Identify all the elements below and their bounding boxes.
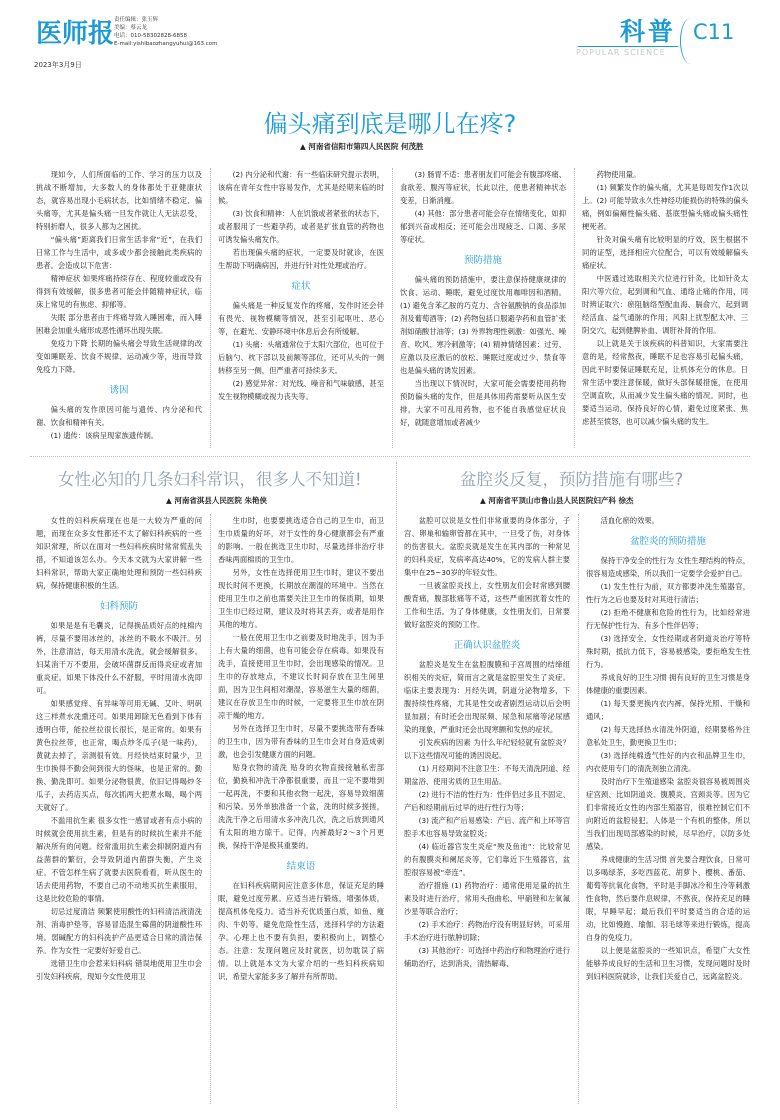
paragraph: 以上就是关于该疾病的科普知识，大家需要注意的是，经常熬夜，睡眠不足也容易引起偏头痛，因此平时要保证睡眠充足，让机体充分的休息。日常生活中要注意保暖，做好头部保暖措施，在使用空调直吹，从而减少发生偏头痛的情况。同时，也要适当运动，保持良好的心情，避免过度紧张、焦虑甚至愤怒，也可以减少偏头痛的发生。 [582, 339, 748, 426]
article2-column-1 [36, 514, 202, 1108]
paragraph: (1) 发生性行为前，双方都要冲洗生殖器官，性行为之后也要及时对其进行清洁； [586, 582, 750, 604]
subheading: 正确认识盆腔炎 [453, 640, 521, 651]
column-divider [574, 168, 575, 448]
article1-column-3 [400, 168, 566, 450]
column-divider [210, 168, 211, 448]
paragraph: (3) 饮食和精神：人在饥饿或者紧张的状态下，或者服用了一些避孕药，或者是扩张血管的药物也可诱发偏头痛发作。 [218, 209, 384, 244]
article3-byline: ▲ 河南省平顶山市鲁山县人民医院妇产科 徐杰 [480, 496, 634, 505]
paragraph: 一旦被盆腔炎找上，女性朋友们会时常感到腰酸背痛，腹部胀痛等不适，这些严重困扰着女性的工作和生活。为了身体健康，女性朋友们，日常要做好盆腔炎的预防工作。 [404, 581, 570, 629]
paragraph: 不滥用抗生素 很多女性一感冒或者有点小病的时候就会使用抗生素，但是有的时候抗生素并不能解决所有的问题。经常滥用抗生素会抑制阴道内有益菌群的繁衍，会导致阴道内菌群失衡，产生炎症。不管怎样生病了就要去医院看看，听从医生的话去使用药物，不要自己动不动地买抗生素服用，这是比较危险的事情。 [36, 816, 202, 903]
paragraph: 药物使用量。 [596, 170, 641, 179]
svg-text:医师报: 医师报 [36, 19, 115, 49]
paragraph: (3) 其他治疗：可选择中药治疗和物理治疗进行辅助治疗，达到消炎，清热解毒、 [404, 946, 570, 968]
paragraph: 若出现偏头痛的症状，一定要及时就诊，在医生帮助下明确病因，并进行针对性处理或治疗。 [218, 248, 384, 270]
paragraph: (2) 拒绝不健康和危险的性行为，比如经常进行无保护性行为、有多个性伴侣等； [586, 608, 750, 630]
paragraph: (1) 频繁发作的偏头痛，尤其是每周发作1次以上。(2) 可能导致永久性神经功能损伤的特殊的偏头痛，例如偏瘫性偏头痛、基底型偏头痛或偏头痛性梗死者。 [582, 183, 748, 231]
paragraph: 中医通过选取相关穴位进行针灸，比如针灸太阳穴等穴位，起到调和气血、通络止痛的作用，同时辨证取穴：瘀阻脑络型配血海、膈俞穴，起到调经活血、益气通脉的作用；风阳上扰型配太冲、三阴交穴，起到健脾补血、调肝补肾的作用。 [582, 274, 748, 335]
paragraph: 活血化瘀的效果。 [600, 516, 659, 525]
section-subtitle: POPULAR SCIENCE [576, 48, 666, 57]
paragraph: 一般在使用卫生巾之前要及时地洗手，因为手上有大量的细菌，也有可能会存在病毒。如果没有洗手，直接使用卫生巾时，会出现感染的情况。卫生巾的存放地点，不建议长时间存放在卫生间里面，因为卫生间相对潮湿，容易滋生大量的细菌，建议在存放卫生巾的时候，一定要将卫生巾放在阴凉干燥的地方。 [218, 633, 384, 720]
column-divider [392, 168, 393, 448]
masthead-logo [34, 10, 115, 52]
article2-title: 女性必知的几条妇科常识，很多人不知道! [58, 470, 362, 489]
paragraph: (2) 手术治疗：药物治疗没有明显好转，可采用手术治疗进行脓肿切除； [404, 920, 570, 942]
paragraph: 盆腔炎是发生在盆腔腹膜和子宫周围的结缔组织相关的炎症，简而言之就是盆腔里发生了炎症。临床主要表现为：月经失调，阴道分泌物增多，下腹持续性疼痛，尤其是性交或者剧烈运动以后会明显加剧；有时还会出现尿频、尿急和尿痛等泌尿感染的现象，严重时还会出现寒颤和发热的症状。 [404, 660, 570, 734]
logo-icon [34, 10, 115, 52]
article1-column-2 [218, 168, 384, 450]
paragraph: 以上便是盆腔炎的一些知识点，希望广大女性能够养成良好的生活和卫生习惯，发现问题时及时到妇科医院就诊，让我们关爱自己，远离盆腔炎。 [586, 946, 750, 981]
paragraph: 当出现以下情况时，大家可能会需要使用药物预防偏头痛的发作，但是具体用药需要听从医生安排，大家不可乱用药物，也不能自我感觉症状良好，就随意增加或者减少 [400, 379, 566, 427]
subheading: 预防措施 [463, 255, 502, 266]
paragraph: 偏头痛的预防措施中，要注意保持健康规律的饮食、运动、睡眠，避免过度饮用咖啡因和酒精。(1) 避免含苯乙胺的巧克力、含谷氨酸钠的食品添加剂及葡萄酒等；(2) 药物包括口服避孕药和血管扩张剂如硝酸甘油等；(3) 外界物理性刺激：如强光、噪音、吹风、寒冷刺激等；(4) 精神情绪因素：过劳、应激以及应激后的放松、睡眠过度或过少、禁食等也是偏头痛的诱发因素。 [400, 275, 566, 375]
paragraph: 及时治疗下生殖道感染 盆腔炎很容易被周围炎症宫颈、比如阴道炎、腹膜炎、宫颈炎等。因为它们非常接近女性的内部生殖器官，很难控制它们不向附近的盆腔侵犯。人体是一个有机的整体，所以当我们出现局部感染的时候，尽早治疗，以防多处感染。 [586, 777, 750, 851]
editor-info [114, 16, 217, 48]
paragraph: (1) 遗传：该病呈现家族遗传制。 [50, 431, 159, 440]
paragraph: (4) 临近器官发生炎症“殃及鱼池”：比较常见的有腹膜炎和阑尾炎等，它们靠近下生殖器官，盆腔很容易被“牵连”。 [404, 842, 570, 877]
subheading: 诱因 [109, 385, 129, 396]
paragraph: (1) 每天要更换内衣内裤，保持光照、干燥和通风； [586, 699, 750, 721]
issue-date: 2023年3月9日 [34, 61, 82, 69]
article-divider [30, 456, 750, 457]
subheading: 结束语 [286, 861, 316, 872]
article1-column-4 [582, 168, 748, 450]
paragraph: (2) 进行不洁的性行为：性伴侣过多且不固定、产后和经期前后过早的进行性行为等； [404, 790, 570, 812]
paragraph: 免疫力下降 长期的偏头痛会导致生活规律的改变如睡眠差、饮食不规律、运动减少等，进而导致免疫力下降。 [36, 339, 202, 374]
paragraph: 精神症状 如果疼痛持续存在、程度较重或没有得到有效缓解，很多患者可能会伴随精神症状，临床上常见的有焦虑、抑郁等。 [36, 274, 202, 309]
paragraph: 女性的妇科疾病现在也是一大较为严重的问题，而现在众多女性都还不太了解妇科疾病的一些知识常理，所以在面对一些妇科疾病时常常慌乱失措，不知道该怎么办。今天本文就为大家讲解一些妇科常识，帮助大家正确地处理和预防一些妇科疾病，保持健康积极的生活。 [36, 516, 202, 590]
paragraph: (3) 选择安全，女性经期或者阴道炎治疗等特殊时期，抵抗力低下，容易被感染，要拒绝发生性行为。 [586, 634, 750, 669]
paragraph: 如果是是有毛囊炎，记得换品质好点的纯棉内裤，尽量不要用冰丝的，冰丝的不吸水不吸汗。另外，注意清洁，每天用清水洗洗，就会缓解很多。妇某消干万不要用，会破坏菌群反而得炎症或者加重炎症。如果下体没什么不舒服，平时用清水洗即可。 [36, 621, 202, 695]
article1-byline: ▲ 河南省信阳市第四人民医院 何茂胜 [300, 142, 424, 151]
paragraph: 盆腔可以说是女性们非常重要的身体部分，子宫、卵巢和输卵管都在其中，一旦受了伤，对身体的伤害很大。盆腔炎就是发生在其内部的一种常见的妇科炎症，发病率高达40%，它的发病人群主要集中在25~30岁的年轻女性。 [404, 516, 570, 577]
editor-line: E-mail:yishibaozhangyuhui@163.com [114, 41, 218, 47]
paragraph: (2) 感觉异常：对光线、噪音和气味敏感，甚至发生视物模糊或视力丧失等。 [218, 379, 384, 401]
paragraph: 保持干净安全的性行为 女性生理结构的特点，很容易造成感染，所以我们一定要学会爱护自己。 [586, 556, 750, 578]
column-divider [210, 514, 211, 1104]
paragraph: (2) 每天选择热水清洗外阴道，经期要格外注意私处卫生，勤更换卫生巾； [586, 725, 750, 747]
paragraph: “偏头痛”距离我们日常生活非常“近”，在我们日常工作与生活中，或多或少都会接触此类疾病的患者。会造成以下危害： [36, 235, 202, 270]
paragraph: 在妇科疾病期间应注意多休息，保证充足的睡眠，避免过度劳累。应适当进行锻炼，增强体质，提高机体免疫力。适当补充优质蛋白质，如鱼、瘦肉、牛奶等。避免危险性生活，选择科学的方法避孕。心理上也不要有负担，要积极向上，调整心态。注意：发现问题应及时就医，切勿耽误了病情。以上就是本文为大家介绍的一些妇科疾病知识，希望大家能多多了解并有所帮助。 [218, 881, 384, 981]
page-number: C11 [693, 20, 735, 44]
paragraph: 针灸对偏头痛有比较明显的疗效，医生根据不同的证型，选择相应穴位配合，可以有效缓解偏头痛症状。 [582, 235, 748, 270]
paragraph: (3) 流产和产后易感染：产后、流产和上环等宫腔手术也容易导致盆腔炎； [404, 816, 570, 838]
subheading: 盆腔炎的预防措施 [629, 536, 706, 547]
article1-title: 偏头痛到底是哪儿在疼? [263, 110, 517, 138]
paragraph: 治疗措施 (1) 药物治疗：通常使用足量的抗生素及时进行治疗，常用头孢曲松、甲硝锉和左氧氟沙星等联合治疗； [404, 881, 570, 916]
paragraph: 引发疾病的因素 为什么年纪轻轻就有盆腔炎？以下这些情况可能的诱因说起。 [404, 738, 570, 760]
subheading: 症状 [291, 281, 311, 292]
paragraph: (2) 内分泌和代谢：有一些临床研究提示表明，该病在青年女性中容易发作，尤其是经期来临的时候。 [218, 170, 384, 205]
paragraph: 另外在选择卫生巾时，尽量不要挑选带有香味的卫生巾，因为带有香味的卫生巾会对自身造成刺激，也会引发健康方面的问题。 [218, 724, 384, 759]
paragraph: 偏头痛是一种反复发作的疼痛，发作时还会伴有畏光、视物模糊等情况，甚至引起呕吐、恶心等，在避光、安静环境中休息后会有所缓解。 [218, 301, 384, 336]
paragraph: 如果感觉痒、有异味等可用无碱、艾叶、明矾这三样煮水洗熏还可。如果用卸除无色看到下体有透明白带，能拉丝拉很长很长，是正常的。如果有黄色拉丝带，也正常，喝点炒冬瓜子(是一味药)，黄就去掉了，亲测很有效。月经快结束时量少，卫生巾换得不勤会间到很大的怪味，也是正常的。勤换、勤洗即可。如果分泌物很黄，依旧记得喝炒冬瓜子，去药店买点，每次抓两大把煮水喝，喝个两天就好了。 [36, 699, 202, 812]
article3-title: 盆腔炎反复，预防措施有哪些? [460, 470, 684, 489]
paragraph: 贴身衣物的清洗 贴身的衣物直接接触私密部位，勤换和冲洗干净都很重要，而且一定不要堆到一起再洗，不要和其他衣物一起洗，容易导致细菌和污染。另外单独准备一个盆，洗的时候多搓搓，洗洗干净之后用清水多冲洗几次，洗之后放到通风有太阳的地方晾干。记得，内裤最好2～3个月更换，保持干净是极其重要的。 [218, 763, 384, 850]
editor-line: 责任编辑：张玉辉 [114, 17, 159, 23]
paragraph: 偏头痛的发作原因可能与遗传、内分泌和代谢、饮食和精神有关。 [36, 405, 202, 427]
section-rule [578, 46, 678, 47]
paragraph: 养成良好的卫生习惯 拥有良好的卫生习惯是身体健康的重要因素。 [586, 673, 750, 695]
article1-column-1 [36, 168, 202, 450]
editor-line: 美编：蔡云龙 [114, 25, 148, 31]
paragraph: (3) 肠胃不适：患者朋友们可能会有腹部疼痛、食欲差、腹泻等症状，长此以往，使患者精神状态变差，日渐消瘦。 [400, 170, 566, 205]
paragraph: 生巾时，也要要挑选适合自己的卫生巾，而卫生巾质量的好坏，对于女性的身心健康都会有严重的影响。一般在挑选卫生巾时，尽量选择非治疗非香味两面棉质的卫生巾。 [218, 516, 384, 564]
editor-line: 电话：010-58302828-6858 [114, 33, 187, 39]
article3-column-2 [586, 514, 750, 1108]
paragraph: 选错卫生巾会惹来妇科病 错误地使用卫生巾会引发妇科疾病，现知今女性使用卫 [36, 959, 202, 981]
article2-byline: ▲ 河南省淇县人民医院 朱艳侠 [166, 496, 267, 505]
article3-column-1 [404, 514, 570, 1108]
paragraph: (4) 其他：部分患者可能会存在情绪变化，如抑郁到兴奋或相反；还可能会出现疲乏、口渴、多尿等症状。 [400, 209, 566, 244]
page-header [0, 0, 780, 78]
article2-column-2 [218, 514, 384, 1108]
column-divider [578, 514, 579, 1104]
section-title: 科普 [620, 17, 677, 46]
paragraph: (3) 选择纯棉透气性好的内衣和品牌卫生巾，内衣使用专门的清洗剂独立清洗。 [586, 751, 750, 773]
paragraph: 另外，女性在选择使用卫生巾时，建议不要出现长时间不更换，长期放在潮湿的环境中。当然在使用卫生巾之前也需要关注卫生巾的保质期，如果卫生巾已经过期，建议及时将其丢弃，或者是用作其他的地方。 [218, 568, 384, 629]
paragraph: 切忌过度清洁 频繁使用酸性的妇科清洁液清洗剂、消毒护垫等，容易冒造混生霉菌的阴道酸性环境。弱碱配方的妇科洗护产品更适合日常的清洁保养。作为女性一定要好好爱自己。 [36, 907, 202, 955]
paragraph: (1) 月经期间不注意卫生：不每天清洗阴道、经期盆浴、使用劣质的卫生用品。 [404, 764, 570, 786]
subheading: 妇科预防 [99, 601, 138, 612]
article-divider [396, 462, 397, 1108]
paragraph: 养成健康的生活习惯 首先要合理饮食，日常可以多喝绿茶，多吃西蓝花、胡萝卜、樱桃、番茄、葡萄等抗氧化食物，平时是手脚冰冷和生冷等刺激性食物，然后要作息规律，不熬夜，保持充足的睡眠，早睡早起；最后我们平时要适当的合适的运动，比如慢跑、瑜伽、羽毛球等来进行锻炼，提高自身的免疫力。 [586, 855, 750, 942]
paragraph: 失眠 部分患者由于疼痛导致入睡困难，而入睡困难会加重头痛形成恶性循环出现失眠。 [36, 313, 202, 335]
paragraph: (1) 头痛：头痛通常位于太阳穴部位，也可位于后脑勺、枕下部以及前额等部位，还可从头的一侧转移至另一侧，但严重者可持续多天。 [218, 340, 384, 375]
paragraph: 现如今，人们所面临的工作、学习的压力以及挑战不断增加，大多数人的身体都处于亚健康状态，就容易出现小毛病状态，比如情绪不稳定、偏头痛等，尤其是偏头痛一旦发作就让人无法忍受，特别折磨人，很多人都为之困扰。 [36, 170, 202, 231]
